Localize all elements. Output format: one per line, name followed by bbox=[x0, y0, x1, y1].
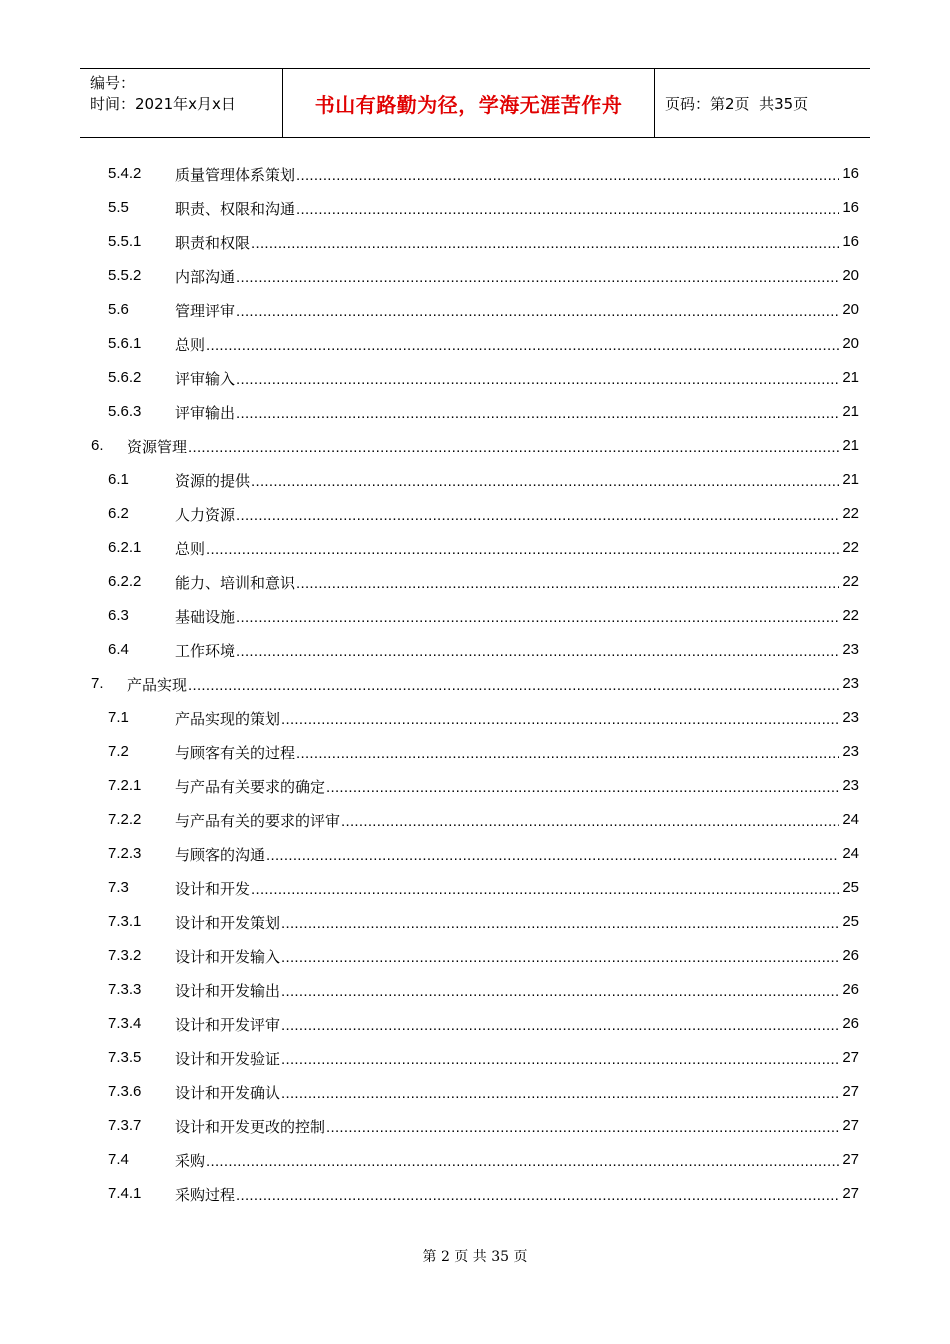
toc-entry-page: 20 bbox=[842, 301, 859, 318]
toc-entry-number: 6.4 bbox=[108, 641, 129, 658]
toc-entry-title-line bbox=[175, 232, 839, 253]
toc-entry-number: 7. bbox=[91, 675, 104, 692]
toc-entry[interactable] bbox=[0, 429, 950, 463]
toc-entry-title: 资源的提供 bbox=[175, 472, 251, 490]
toc-entry-title-line bbox=[175, 640, 839, 661]
toc-entry-title-line bbox=[175, 980, 839, 1001]
toc-leader-dots bbox=[296, 201, 839, 218]
toc-entry-page: 22 bbox=[842, 539, 859, 556]
toc-entry-page: 22 bbox=[842, 607, 859, 624]
toc-entry[interactable] bbox=[0, 769, 950, 803]
toc-entry-title: 产品实现的策划 bbox=[175, 710, 281, 728]
toc-entry-page: 23 bbox=[842, 641, 859, 658]
toc-entry-number: 6.2 bbox=[108, 505, 129, 522]
toc-leader-dots bbox=[296, 167, 839, 184]
toc-entry-title-line bbox=[175, 708, 839, 729]
toc-entry-number: 6.1 bbox=[108, 471, 129, 488]
toc-entry-title-line bbox=[175, 334, 839, 355]
toc-entry-number: 7.3.6 bbox=[108, 1083, 142, 1100]
toc-entry-title: 设计和开发输入 bbox=[175, 948, 281, 966]
page-info-text: 页码：第2页 共35页 bbox=[665, 94, 809, 113]
toc-entry-title: 内部沟通 bbox=[175, 268, 236, 286]
toc-entry-page: 25 bbox=[842, 879, 859, 896]
toc-entry-title: 基础设施 bbox=[175, 608, 236, 626]
toc-entry-title-line bbox=[127, 436, 839, 457]
toc-entry-title: 总则 bbox=[175, 540, 206, 558]
toc-entry-title-line bbox=[175, 164, 839, 185]
toc-entry-number: 7.2.1 bbox=[108, 777, 142, 794]
toc-leader-dots bbox=[281, 915, 839, 932]
toc-leader-dots bbox=[206, 1153, 839, 1170]
toc-entry-title: 管理评审 bbox=[175, 302, 236, 320]
toc-leader-dots bbox=[188, 439, 839, 456]
toc-entry[interactable] bbox=[0, 837, 950, 871]
page-header bbox=[80, 68, 870, 138]
toc-entry-number: 7.3.5 bbox=[108, 1049, 142, 1066]
toc-entry[interactable] bbox=[0, 973, 950, 1007]
code-label: 编号： bbox=[90, 74, 136, 92]
toc-entry[interactable] bbox=[0, 1177, 950, 1211]
toc-entry-title: 设计和开发验证 bbox=[175, 1050, 281, 1068]
toc-entry-number: 5.6.1 bbox=[108, 335, 142, 352]
toc-entry-number: 7.2.2 bbox=[108, 811, 142, 828]
toc-leader-dots bbox=[188, 677, 839, 694]
toc-entry-title-line bbox=[175, 538, 839, 559]
page-footer bbox=[0, 1246, 950, 1266]
toc-entry[interactable] bbox=[0, 939, 950, 973]
toc-entry-title: 能力、培训和意识 bbox=[175, 574, 296, 592]
toc-entry[interactable] bbox=[0, 1143, 950, 1177]
toc-entry-number: 7.2.3 bbox=[108, 845, 142, 862]
toc-entry-page: 22 bbox=[842, 505, 859, 522]
toc-leader-dots bbox=[236, 405, 839, 422]
toc-entry-title-line bbox=[175, 300, 839, 321]
toc-leader-dots bbox=[251, 235, 839, 252]
toc-entry-page: 27 bbox=[842, 1117, 859, 1134]
toc-leader-dots bbox=[281, 711, 839, 728]
toc-leader-dots bbox=[281, 949, 839, 966]
toc-entry-title: 产品实现 bbox=[127, 676, 188, 694]
toc-entry-title-line bbox=[175, 504, 839, 525]
toc-entry-number: 5.5.1 bbox=[108, 233, 142, 250]
toc-leader-dots bbox=[236, 269, 839, 286]
toc-entry-title-line bbox=[175, 1048, 839, 1069]
toc-entry-title: 与顾客有关的过程 bbox=[175, 744, 296, 762]
toc-entry-page: 24 bbox=[842, 845, 859, 862]
toc-entry-title: 设计和开发策划 bbox=[175, 914, 281, 932]
toc-entry-number: 6.2.2 bbox=[108, 573, 142, 590]
toc-entry-title: 与产品有关的要求的评审 bbox=[175, 812, 341, 830]
toc-leader-dots bbox=[281, 1051, 839, 1068]
toc-entry[interactable] bbox=[0, 157, 950, 191]
toc-leader-dots bbox=[206, 337, 839, 354]
toc-entry-number: 7.3.1 bbox=[108, 913, 142, 930]
toc-entry[interactable] bbox=[0, 667, 950, 701]
toc-entry[interactable] bbox=[0, 259, 950, 293]
toc-entry[interactable] bbox=[0, 1075, 950, 1109]
toc-entry[interactable] bbox=[0, 1109, 950, 1143]
toc-entry[interactable] bbox=[0, 1007, 950, 1041]
footer-page-number: 第 2 页 共 35 页 bbox=[422, 1249, 528, 1265]
toc-entry-title-line bbox=[175, 572, 839, 593]
toc-entry-title-line bbox=[175, 878, 839, 899]
toc-entry-title: 职责和权限 bbox=[175, 234, 251, 252]
toc-entry-page: 21 bbox=[842, 403, 859, 420]
toc-entry-title-line bbox=[175, 1116, 839, 1137]
toc-entry-title-line bbox=[175, 912, 839, 933]
toc-entry-number: 6. bbox=[91, 437, 104, 454]
toc-entry-title: 资源管理 bbox=[127, 438, 188, 456]
date-label: 时间：2021年x月x日 bbox=[90, 95, 236, 113]
toc-entry-page: 23 bbox=[842, 777, 859, 794]
toc-entry-page: 26 bbox=[842, 947, 859, 964]
toc-leader-dots bbox=[236, 507, 839, 524]
toc-leader-dots bbox=[296, 745, 839, 762]
toc-leader-dots bbox=[251, 881, 839, 898]
toc-entry-title-line bbox=[127, 674, 839, 695]
toc-entry-page: 20 bbox=[842, 267, 859, 284]
toc-entry-title-line bbox=[175, 844, 839, 865]
toc-entry-title: 设计和开发输出 bbox=[175, 982, 281, 1000]
toc-entry-page: 22 bbox=[842, 573, 859, 590]
toc-entry[interactable] bbox=[0, 225, 950, 259]
toc-entry-title: 设计和开发更改的控制 bbox=[175, 1118, 326, 1136]
toc-entry-title: 设计和开发 bbox=[175, 880, 251, 898]
toc-entry-title-line bbox=[175, 1184, 839, 1205]
toc-entry[interactable] bbox=[0, 361, 950, 395]
toc-entry-title-line bbox=[175, 776, 839, 797]
toc-entry-number: 7.4 bbox=[108, 1151, 129, 1168]
toc-entry-number: 6.2.1 bbox=[108, 539, 142, 556]
header-meta bbox=[80, 69, 282, 137]
toc-leader-dots bbox=[236, 609, 839, 626]
toc-entry-title-line bbox=[175, 606, 839, 627]
toc-entry[interactable] bbox=[0, 1041, 950, 1075]
toc-entry-title: 采购 bbox=[175, 1152, 206, 1170]
toc-entry[interactable] bbox=[0, 803, 950, 837]
toc-entry[interactable] bbox=[0, 599, 950, 633]
toc-entry-number: 5.6 bbox=[108, 301, 129, 318]
toc-entry[interactable] bbox=[0, 905, 950, 939]
toc-entry-page: 16 bbox=[842, 199, 859, 216]
toc-leader-dots bbox=[236, 303, 839, 320]
toc-entry-number: 6.3 bbox=[108, 607, 129, 624]
toc-entry[interactable] bbox=[0, 327, 950, 361]
toc-entry-page: 26 bbox=[842, 981, 859, 998]
toc-entry-title-line bbox=[175, 1014, 839, 1035]
toc-entry-page: 25 bbox=[842, 913, 859, 930]
toc-entry-title-line bbox=[175, 402, 839, 423]
toc-entry[interactable] bbox=[0, 565, 950, 599]
toc-entry-number: 7.3 bbox=[108, 879, 129, 896]
toc-entry-page: 21 bbox=[842, 471, 859, 488]
toc-entry-title: 职责、权限和沟通 bbox=[175, 200, 296, 218]
toc-leader-dots bbox=[281, 983, 839, 1000]
toc-leader-dots bbox=[206, 541, 839, 558]
toc-entry-page: 27 bbox=[842, 1151, 859, 1168]
toc-entry-number: 5.5 bbox=[108, 199, 129, 216]
toc-entry-title-line bbox=[175, 742, 839, 763]
toc-entry-page: 20 bbox=[842, 335, 859, 352]
toc-entry-page: 26 bbox=[842, 1015, 859, 1032]
toc-entry-title: 采购过程 bbox=[175, 1186, 236, 1204]
toc-entry[interactable] bbox=[0, 531, 950, 565]
toc-entry-title-line bbox=[175, 810, 839, 831]
toc-entry-page: 21 bbox=[842, 369, 859, 386]
toc-entry-number: 5.4.2 bbox=[108, 165, 142, 182]
toc-entry[interactable] bbox=[0, 497, 950, 531]
toc-entry[interactable] bbox=[0, 735, 950, 769]
toc-entry-title-line bbox=[175, 946, 839, 967]
toc-entry-title: 人力资源 bbox=[175, 506, 236, 524]
toc-leader-dots bbox=[326, 779, 839, 796]
toc-leader-dots bbox=[341, 813, 839, 830]
toc-entry-page: 23 bbox=[842, 709, 859, 726]
toc-entry[interactable] bbox=[0, 463, 950, 497]
toc-entry-number: 7.3.2 bbox=[108, 947, 142, 964]
toc-entry-title: 与顾客的沟通 bbox=[175, 846, 266, 864]
toc-entry-title-line bbox=[175, 470, 839, 491]
toc-leader-dots bbox=[236, 643, 839, 660]
toc-entry-number: 7.3.4 bbox=[108, 1015, 142, 1032]
toc-entry-number: 7.2 bbox=[108, 743, 129, 760]
toc-entry-page: 23 bbox=[842, 675, 859, 692]
toc-entry-number: 5.6.3 bbox=[108, 403, 142, 420]
toc-entry-page: 27 bbox=[842, 1049, 859, 1066]
toc-entry-title-line bbox=[175, 266, 839, 287]
toc-entry-title: 评审输出 bbox=[175, 404, 236, 422]
toc-leader-dots bbox=[326, 1119, 839, 1136]
toc-leader-dots bbox=[251, 473, 839, 490]
toc-leader-dots bbox=[296, 575, 839, 592]
toc-entry[interactable] bbox=[0, 395, 950, 429]
toc-leader-dots bbox=[281, 1017, 839, 1034]
header-motto: 书山有路勤为径，学海无涯苦作舟 bbox=[282, 69, 655, 137]
toc-entry-title: 评审输入 bbox=[175, 370, 236, 388]
toc-entry-number: 5.5.2 bbox=[108, 267, 142, 284]
toc-entry-number: 5.6.2 bbox=[108, 369, 142, 386]
header-page-info bbox=[655, 69, 870, 137]
toc-entry-title: 设计和开发评审 bbox=[175, 1016, 281, 1034]
toc-leader-dots bbox=[236, 371, 839, 388]
toc-entry-title-line bbox=[175, 198, 839, 219]
toc-entry-title: 工作环境 bbox=[175, 642, 236, 660]
toc-entry-page: 24 bbox=[842, 811, 859, 828]
toc-leader-dots bbox=[281, 1085, 839, 1102]
toc-entry-page: 16 bbox=[842, 165, 859, 182]
toc-entry[interactable] bbox=[0, 701, 950, 735]
toc-entry-page: 16 bbox=[842, 233, 859, 250]
toc-entry-title-line bbox=[175, 368, 839, 389]
toc-entry-page: 27 bbox=[842, 1083, 859, 1100]
toc-entry-number: 7.3.3 bbox=[108, 981, 142, 998]
toc-entry[interactable] bbox=[0, 633, 950, 667]
toc-entry[interactable] bbox=[0, 293, 950, 327]
toc-entry[interactable] bbox=[0, 191, 950, 225]
toc-leader-dots bbox=[236, 1187, 839, 1204]
toc-entry-number: 7.4.1 bbox=[108, 1185, 142, 1202]
toc-entry-number: 7.3.7 bbox=[108, 1117, 142, 1134]
toc-entry-title-line bbox=[175, 1150, 839, 1171]
toc-entry-page: 23 bbox=[842, 743, 859, 760]
toc-entry-page: 21 bbox=[842, 437, 859, 454]
toc-entry-page: 27 bbox=[842, 1185, 859, 1202]
toc-entry-title: 与产品有关要求的确定 bbox=[175, 778, 326, 796]
toc-entry-number: 7.1 bbox=[108, 709, 129, 726]
toc-entry-title: 质量管理体系策划 bbox=[175, 166, 296, 184]
toc-entry-title: 总则 bbox=[175, 336, 206, 354]
toc-entry[interactable] bbox=[0, 871, 950, 905]
toc-entry-title: 设计和开发确认 bbox=[175, 1084, 281, 1102]
toc-leader-dots bbox=[266, 847, 839, 864]
toc-entry-title-line bbox=[175, 1082, 839, 1103]
